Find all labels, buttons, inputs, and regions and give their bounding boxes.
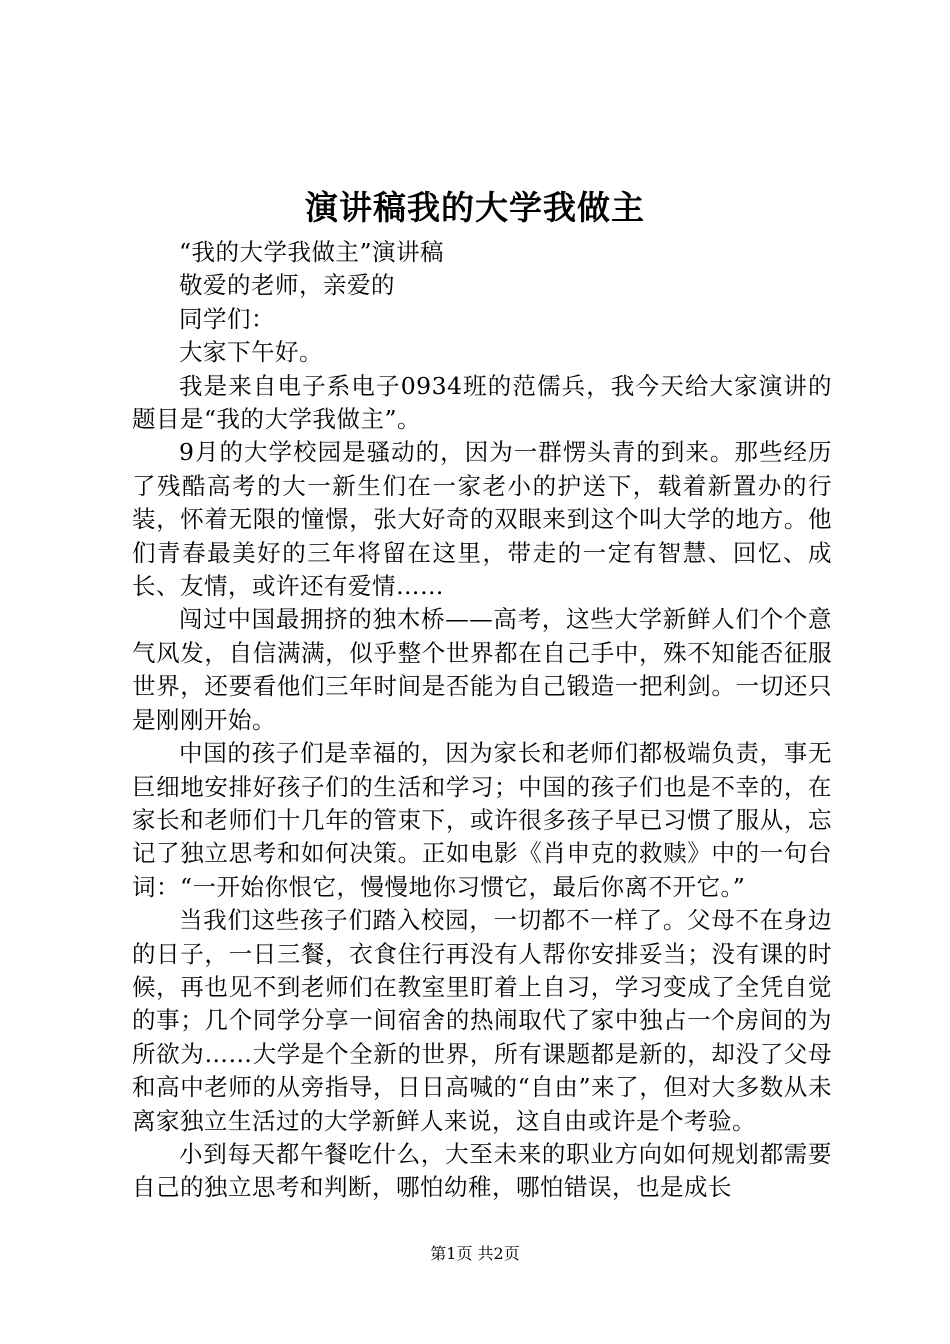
paragraph: 大家下午好。 [179,338,323,367]
paragraph: 我是来自电子系电子0934班的范儒兵，我今天给大家演讲的题目是“我的大学我做主”。 [132,371,832,434]
paragraph: 闯过中国最拥挤的独木桥——高考，这些大学新鲜人们个个意气风发，自信满满，似乎整个世界都在自己手中，殊不知能否征服世界，还要看他们三年时间是否能为自己锻造一把利剑。一切还只是刚刚开始。 [132,605,832,734]
paragraph: 9月的大学校园是骚动的，因为一群愣头青的到来。那些经历了残酷高考的大一新生们在一家老小的护送下，载着新置办的行装，怀着无限的憧憬，张大好奇的双眼来到这个叫大学的地方。他们青春最美好的三年将留在这里，带走的一定有智慧、回忆、成长、友情，或许还有爱情…… [132,438,832,601]
paragraph: 同学们： [179,304,275,333]
document-body [132,236,832,1205]
paragraph: 敬爱的老师，亲爱的 [179,271,395,300]
page-number-footer: 第1页 共2页 [430,1244,520,1263]
paragraph: 中国的孩子们是幸福的，因为家长和老师们都极端负责，事无巨细地安排好孩子们的生活和学习；中国的孩子们也是不幸的，在家长和老师们十几年的管束下，或许很多孩子早已习惯了服从，忘记了独立思考和如何决策。正如电影《肖申克的救赎》中的一句台词：“一开始你恨它，慢慢地你习惯它，最后你离不开它。” [132,739,832,901]
document-title: 演讲稿我的大学我做主 [305,188,645,227]
paragraph: 小到每天都午餐吃什么，大至未来的职业方向如何规划都需要自己的独立思考和判断，哪怕幼稚，哪怕错误，也是成长 [132,1139,832,1202]
paragraph: 当我们这些孩子们踏入校园，一切都不一样了。父母不在身边的日子，一日三餐，衣食住行再没有人帮你安排妥当；没有课的时候，再也见不到老师们在教室里盯着上自习，学习变成了全凭自觉的事；几个同学分享一间宿舍的热闹取代了家中独占一个房间的为所欲为……大学是个全新的世界，所有课题都是新的，却没了父母和高中老师的从旁指导，日日高喊的“自由”来了，但对大多数从未离家独立生活过的大学新鲜人来说，这自由或许是个考验。 [132,906,832,1135]
paragraph: “我的大学我做主”演讲稿 [179,238,445,266]
